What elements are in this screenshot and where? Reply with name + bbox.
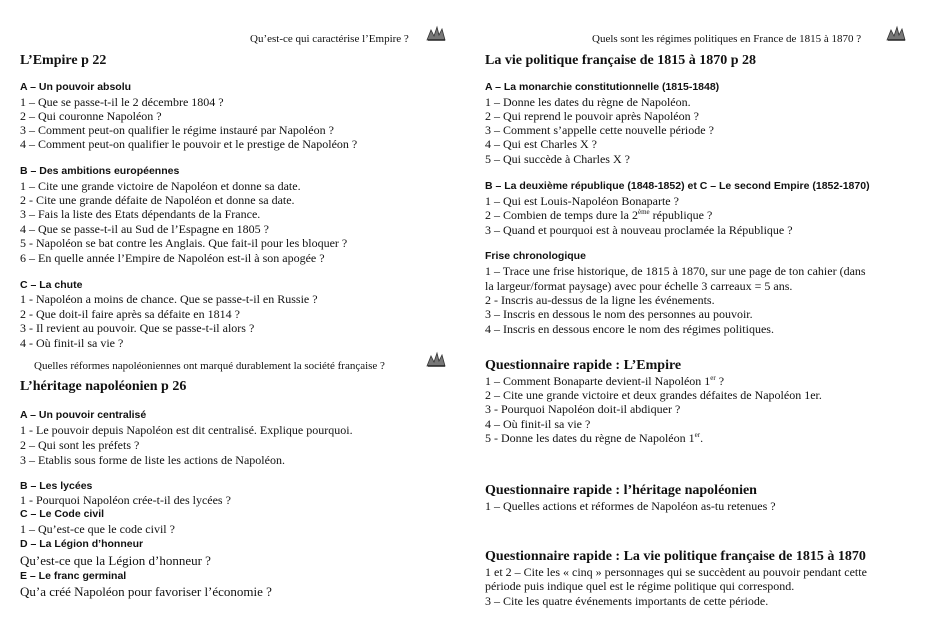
question-line: 1 – Donne les dates du règne de Napoléon. bbox=[485, 95, 691, 109]
subsection-heading: A – La monarchie constitutionnelle (1815-1848) bbox=[485, 81, 720, 93]
question-line: 4 - Où finit-il sa vie ? bbox=[20, 336, 124, 350]
subsection-heading: B – La deuxième république (1848-1852) et C – Le second Empire (1852-1870) bbox=[485, 180, 870, 192]
section-title-empire: L’Empire p 22 bbox=[20, 53, 107, 68]
question-line: 1 - Pourquoi Napoléon crée-t-il des lycées ? bbox=[20, 493, 231, 507]
question-line: 1 - Le pouvoir depuis Napoléon est dit centralisé. Explique pourquoi. bbox=[20, 423, 353, 437]
question-line: 3 – Cite les quatre événements importants de cette période. bbox=[485, 594, 769, 608]
question-line: Qu’est-ce que la Légion d’honneur ? bbox=[20, 553, 211, 568]
section-title-heritage: L’héritage napoléonien p 26 bbox=[20, 379, 187, 394]
section-title-quiz-political-life: Questionnaire rapide : La vie politique française de 1815 à 1870 bbox=[485, 549, 866, 564]
question-line: 1 – Cite une grande victoire de Napoléon et donne sa date. bbox=[20, 179, 301, 193]
subsection-heading: A – Un pouvoir centralisé bbox=[20, 409, 147, 421]
question-line: 2 - Cite une grande défaite de Napoléon et donne sa date. bbox=[20, 193, 295, 207]
hand-writing-icon bbox=[425, 24, 447, 42]
guiding-question: Quels sont les régimes politiques en France de 1815 à 1870 ? bbox=[592, 33, 862, 45]
subsection-heading: E – Le franc germinal bbox=[20, 570, 127, 582]
question-line: 4 – Qui est Charles X ? bbox=[485, 137, 597, 151]
question-line: 4 – Où finit-il sa vie ? bbox=[485, 417, 591, 431]
question-line: 2 – Qui sont les préfets ? bbox=[20, 438, 140, 452]
subsection-heading: B – Des ambitions européennes bbox=[20, 165, 180, 177]
question-line: 6 – En quelle année l’Empire de Napoléon est-il à son apogée ? bbox=[20, 251, 325, 265]
question-line: 2 - Inscris au-dessus de la ligne les événements. bbox=[485, 293, 715, 307]
question-line: 5 - Napoléon se bat contre les Anglais. Que fait-il pour les bloquer ? bbox=[20, 236, 348, 250]
question-line: 3 – Inscris en dessous le nom des personnes au pouvoir. bbox=[485, 307, 753, 321]
hand-writing-icon bbox=[425, 350, 447, 368]
subsection-heading: A – Un pouvoir absolu bbox=[20, 81, 132, 93]
question-line: 3 – Comment peut-on qualifier le régime instauré par Napoléon ? bbox=[20, 123, 334, 137]
section-title-quiz-heritage: Questionnaire rapide : l’héritage napoléonien bbox=[485, 483, 757, 498]
question-line: 4 – Inscris en dessous encore le nom des régimes politiques. bbox=[485, 322, 774, 336]
question-line: 1 et 2 – Cite les « cinq » personnages qui se succèdent au pouvoir pendant cette bbox=[485, 565, 867, 579]
section-title-quiz-empire: Questionnaire rapide : L’Empire bbox=[485, 358, 682, 373]
section-title-political-life: La vie politique française de 1815 à 1870 p 28 bbox=[485, 53, 757, 68]
question-line: 4 – Que se passe-t-il au Sud de l’Espagne en 1805 ? bbox=[20, 222, 269, 236]
question-line: 3 – Fais la liste des Etats dépendants de la France. bbox=[20, 207, 261, 221]
subsection-heading: C – La chute bbox=[20, 279, 83, 291]
guiding-question: Qu’est-ce qui caractérise l’Empire ? bbox=[250, 33, 409, 45]
question-line: Qu’a créé Napoléon pour favoriser l’économie ? bbox=[20, 584, 272, 599]
question-line: 1 – Comment Bonaparte devient-il Napoléon 1er ? bbox=[485, 374, 725, 388]
question-line: 2 – Qui reprend le pouvoir après Napoléon ? bbox=[485, 109, 699, 123]
question-line: 3 – Etablis sous forme de liste les actions de Napoléon. bbox=[20, 453, 285, 467]
question-line: 3 – Quand et pourquoi est à nouveau proclamée la République ? bbox=[485, 223, 793, 237]
question-line: 2 – Combien de temps dure la 2ème république ? bbox=[485, 208, 713, 222]
question-line: 2 – Cite une grande victoire et deux grandes défaites de Napoléon 1er. bbox=[485, 388, 822, 402]
question-line: 1 – Qui est Louis-Napoléon Bonaparte ? bbox=[485, 194, 679, 208]
question-line: 2 - Que doit-il faire après sa défaite en 1814 ? bbox=[20, 307, 240, 321]
question-line: 1 – Que se passe-t-il le 2 décembre 1804 ? bbox=[20, 95, 224, 109]
question-line: la largeur/format paysage) avec pour échelle 3 carreaux = 5 ans. bbox=[485, 279, 793, 293]
question-line: 1 – Trace une frise historique, de 1815 à 1870, sur une page de ton cahier (dans bbox=[485, 264, 866, 278]
question-line: 4 – Comment peut-on qualifier le pouvoir et le prestige de Napoléon ? bbox=[20, 137, 358, 151]
question-line: 2 – Qui couronne Napoléon ? bbox=[20, 109, 162, 123]
question-line: 5 - Donne les dates du règne de Napoléon 1er. bbox=[485, 431, 704, 445]
guiding-question: Quelles réformes napoléoniennes ont marqué durablement la société française ? bbox=[34, 360, 385, 372]
question-line: 1 - Napoléon a moins de chance. Que se passe-t-il en Russie ? bbox=[20, 292, 318, 306]
subsection-heading: C – Le Code civil bbox=[20, 508, 105, 520]
question-line: 1 – Quelles actions et réformes de Napoléon as-tu retenues ? bbox=[485, 499, 776, 513]
hand-writing-icon bbox=[885, 24, 907, 42]
question-line: 1 – Qu’est-ce que le code civil ? bbox=[20, 522, 175, 536]
question-line: 3 - Pourquoi Napoléon doit-il abdiquer ? bbox=[485, 402, 681, 416]
question-line: 5 – Qui succède à Charles X ? bbox=[485, 152, 630, 166]
question-line: 3 – Comment s’appelle cette nouvelle période ? bbox=[485, 123, 714, 137]
question-line: 3 - Il revient au pouvoir. Que se passe-t-il alors ? bbox=[20, 321, 255, 335]
question-line: période puis indique quel est le régime politique qui correspond. bbox=[485, 579, 795, 593]
subsection-heading: D – La Légion d’honneur bbox=[20, 538, 144, 550]
subsection-heading: Frise chronologique bbox=[485, 250, 586, 262]
subsection-heading: B – Les lycées bbox=[20, 480, 93, 492]
